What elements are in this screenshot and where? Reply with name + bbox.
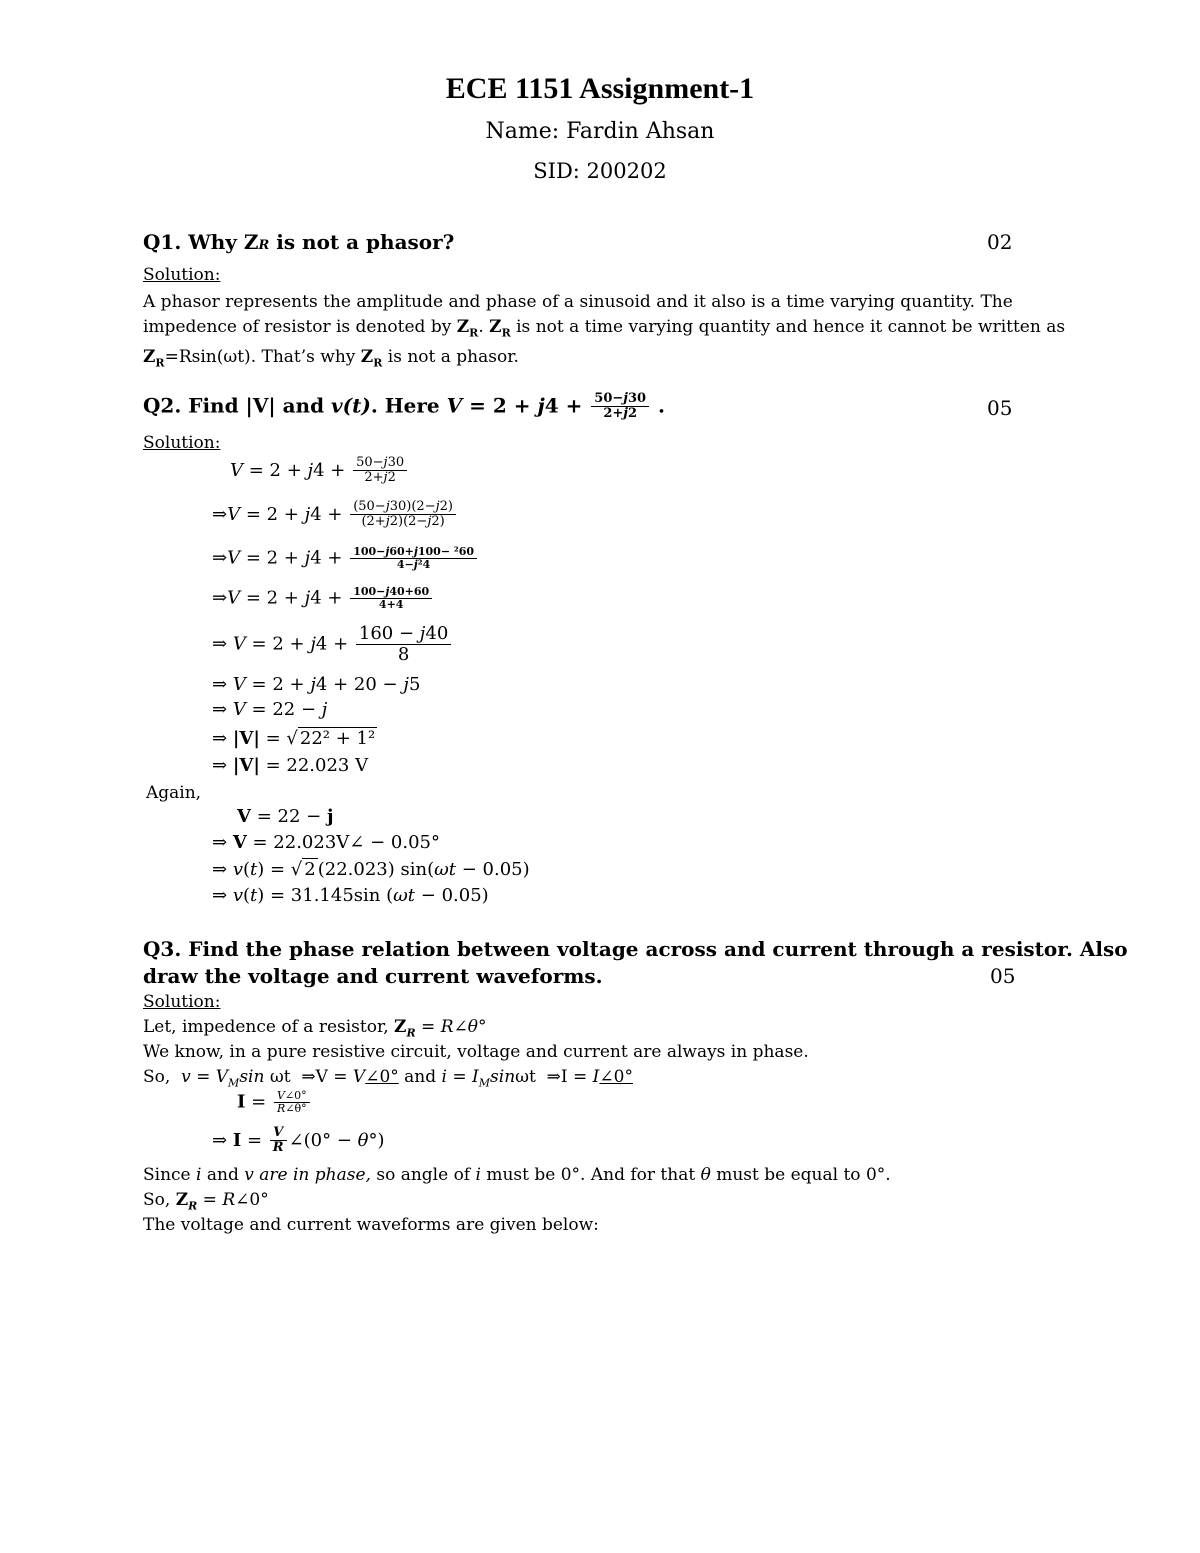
q2-step2-3: ⇒ v(t) = √ 2 (22.023) sin(ωt − 0.05) — [212, 859, 530, 880]
student-id: SID: 200202 — [533, 159, 667, 183]
q1-marks: 02 — [987, 230, 1013, 254]
q3-line-5: ⇒ I = $\frac{V}{R}$ ∠(0° − θ°) — [212, 1125, 385, 1156]
q1-line-3: $Z_R=Rsin(\omega t)$. That’s why $Z_R$ is not a phasor. — [143, 347, 519, 370]
q3-line-6: Since i and v are in phase, so angle of i must be 0°. And for that θ must be equal to 0°. — [143, 1165, 891, 1185]
q2-step-9: ⇒ |V| = 22.023 V — [212, 755, 369, 776]
document-title: ECE 1151 Assignment-1 — [445, 72, 755, 105]
q2-step-3: ⇒V = 2 + j4 + $\frac{\text{100−j60+j100− ²60}}{\text{4−j²4}}$ — [212, 546, 479, 571]
q2-step-7: ⇒ V = 22 − j — [212, 699, 328, 720]
q3-question-line-2: draw the voltage and current waveforms. — [143, 964, 603, 988]
q2-step-1: V = 2 + j4 + $\frac{50-j30}{2+j2}$ — [230, 456, 409, 486]
q2-solution-label: Solution: — [143, 433, 221, 453]
q3-line-8: The voltage and current waveforms are given below: — [143, 1215, 599, 1235]
q3-question-line-1: Q3. Find the phase relation between voltage across and current through a resistor. Also — [143, 937, 1128, 961]
q2-again: Again, — [146, 783, 202, 803]
q3-line-3: So, $v = V_M\sin$ ωt ⇒V = V∠0° and $i = I_M\sin\omega t$ ⇒I = I∠0° — [143, 1067, 633, 1090]
q1-line-2: impedence of resistor is denoted by $Z_R$. $Z_R$ is not a time varying quantity and hence it cannot be written as — [143, 317, 1066, 340]
q1-line-1: A phasor represents the amplitude and phase of a sinusoid and it also is a time varying quantity. The — [143, 292, 1013, 312]
q3-marks: 05 — [990, 964, 1016, 988]
q2-step-4: ⇒V = 2 + j4 + $\frac{100-j40+60}{4+4}$ — [212, 586, 434, 611]
q2-step2-4: ⇒ v(t) = 31.145sin (ωt − 0.05) — [212, 885, 489, 906]
q3-line-7: So, $Z_R$ = R∠0° — [143, 1190, 269, 1213]
q3-line-2: We know, in a pure resistive circuit, voltage and current are always in phase. — [143, 1042, 809, 1062]
q2-step-6: ⇒ V = 2 + j4 + 20 − j5 — [212, 674, 421, 695]
student-name: Name: Fardin Ahsan — [485, 119, 715, 144]
q2-step-2: ⇒V = 2 + j4 + $\frac{(50-j30)(2-j2)}{(2+j2)(2-j2)}$ — [212, 500, 458, 530]
q2-step2-1: V = 22 − j — [237, 806, 334, 827]
q1-solution-text — [143, 290, 1065, 376]
q2-question: Q2. Find |V| and v(t). Here V = 2 + j4 + $\frac{50-j30}{2+j2}$ . — [143, 391, 666, 422]
q2-step2-2: ⇒ V = 22.023V∠ − 0.05° — [212, 832, 440, 853]
q2-step-8: ⇒ |V| = √ 22² + 1² — [212, 728, 376, 749]
q2-marks: 05 — [987, 396, 1013, 420]
q1-question: Q1. Why ZR is not a phasor? — [143, 230, 455, 254]
q2-step-5: ⇒ V = 2 + j4 + $\frac{160 - j40}{8}$ — [212, 624, 453, 665]
q1-solution-label: Solution: — [143, 265, 221, 285]
q3-line-4: I = $\frac{V\angle 0^\circ}{R\angle\theta^\circ}$ — [237, 1090, 312, 1115]
q3-solution-label: Solution: — [143, 992, 221, 1012]
q3-line-1: Let, impedence of a resistor, $Z_R$ = R∠θ° — [143, 1017, 487, 1040]
